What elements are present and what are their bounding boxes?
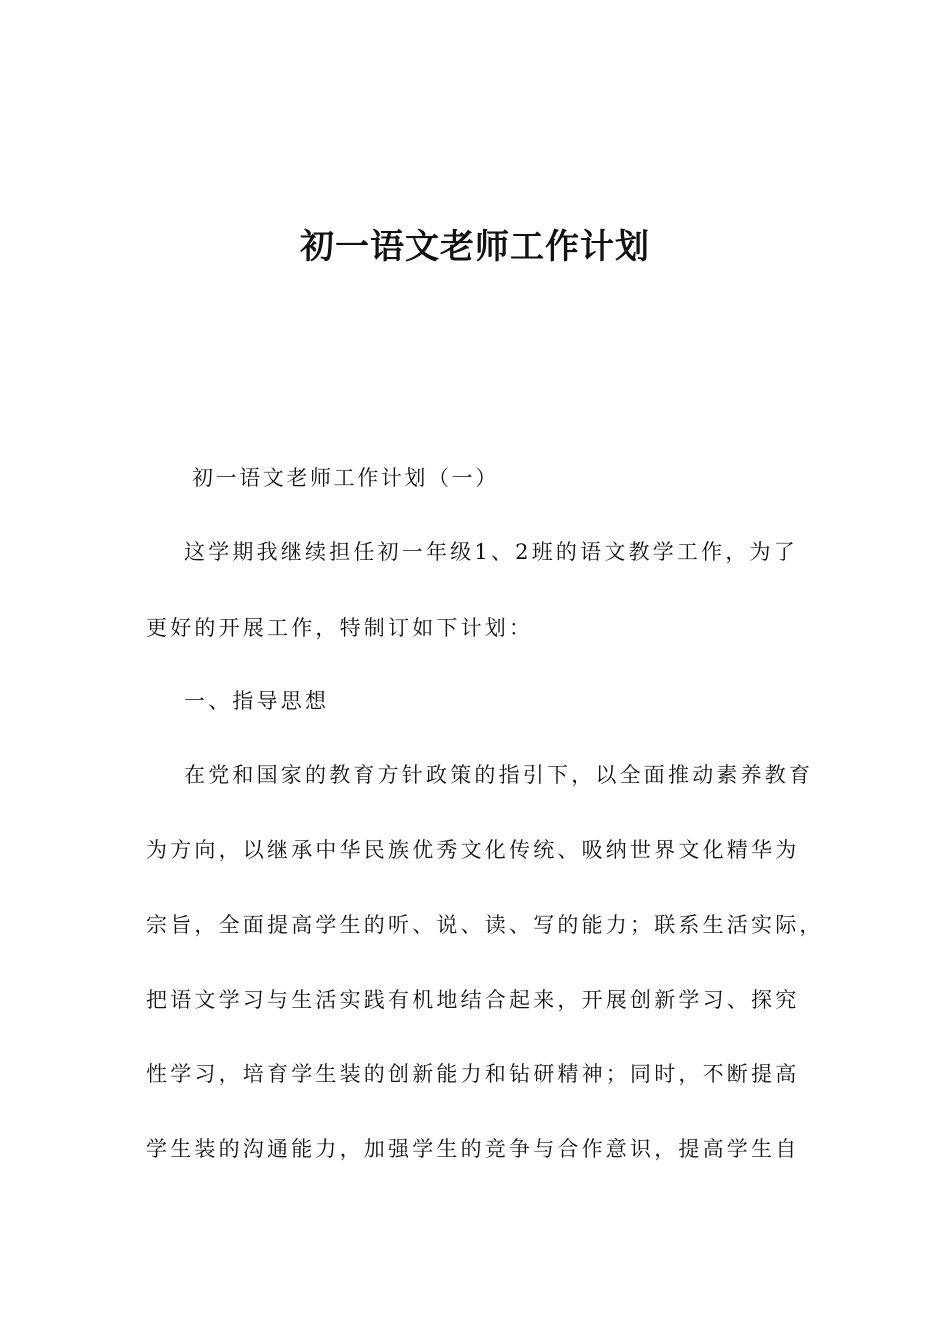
paragraph-line: 在党和国家的教育方针政策的指引下，以全面推动素养教育 <box>184 763 814 787</box>
paragraph-line: 这学期我继续担任初一年级1、2班的语文教学工作，为了 <box>184 540 798 564</box>
section-subtitle: 初一语文老师工作计划（一） <box>192 466 499 490</box>
document-title: 初一语文老师工作计划 <box>300 227 650 267</box>
paragraph-line: 把语文学习与生活实践有机地结合起来，开展创新学习、探究 <box>146 988 800 1012</box>
paragraph-line: 宗旨，全面提高学生的听、说、读、写的能力；联系生活实际， <box>146 913 824 937</box>
paragraph-line: 性学习，培育学生装的创新能力和钻研精神；同时，不断提高 <box>146 1062 800 1086</box>
paragraph-line: 学生装的沟通能力，加强学生的竞争与合作意识，提高学生自 <box>146 1137 800 1161</box>
paragraph-line: 为方向，以继承中华民族优秀文化传统、吸纳世界文化精华为 <box>146 838 800 862</box>
section-heading: 一、指导思想 <box>184 689 330 713</box>
paragraph-line: 更好的开展工作，特制订如下计划： <box>146 616 534 640</box>
